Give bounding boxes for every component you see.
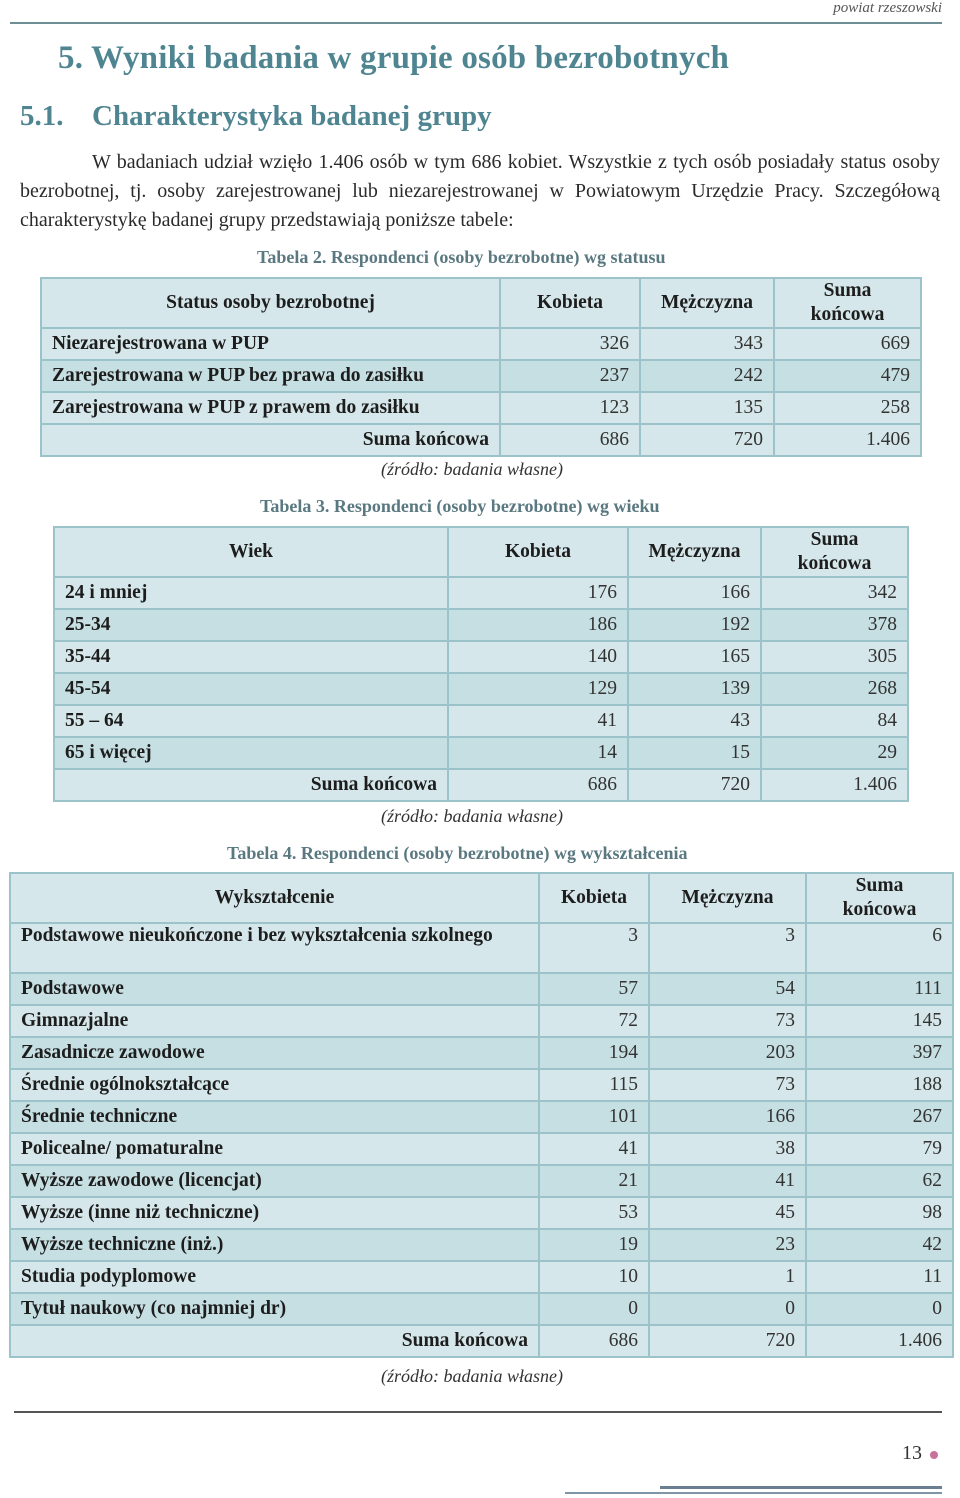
- table3-header: Wiek: [54, 527, 448, 577]
- table4-cell: 72: [539, 1005, 649, 1037]
- table3-row-label: 55 – 64: [54, 705, 448, 737]
- table2-row: [41, 360, 921, 392]
- table4-row: [10, 1101, 953, 1133]
- table4-row: [10, 1133, 953, 1165]
- table4-cell: 111: [806, 973, 953, 1005]
- footer-bar-thin: [565, 1492, 942, 1494]
- table4-cell: 3: [649, 923, 806, 973]
- table3-total-cell: 720: [628, 769, 761, 801]
- table2-caption: Tabela 2. Respondenci (osoby bezrobotne) wg statusu: [257, 247, 666, 267]
- table3-cell: 140: [448, 641, 628, 673]
- table4-row: [10, 1293, 953, 1325]
- table3-row: [54, 705, 908, 737]
- table4-cell: 62: [806, 1165, 953, 1197]
- table4-row-label: Tytuł naukowy (co najmniej dr): [10, 1293, 539, 1325]
- table4-row-label: Gimnazjalne: [10, 1005, 539, 1037]
- table4-cell: 188: [806, 1069, 953, 1101]
- table3-header-row: [54, 527, 908, 577]
- subsection-number: 5.1.: [20, 100, 64, 132]
- table4-cell: 57: [539, 973, 649, 1005]
- table3-cell: 165: [628, 641, 761, 673]
- table4-cell: 54: [649, 973, 806, 1005]
- table2-row-label: Niezarejestrowana w PUP: [41, 328, 500, 360]
- table3-cell: 14: [448, 737, 628, 769]
- table4-row-label: Wyższe (inne niż techniczne): [10, 1197, 539, 1229]
- table4-cell: 19: [539, 1229, 649, 1261]
- table3-cell: 268: [761, 673, 908, 705]
- table3-caption: Tabela 3. Respondenci (osoby bezrobotne) wg wieku: [260, 496, 660, 516]
- table4-cell: 0: [539, 1293, 649, 1325]
- table3-cell: 29: [761, 737, 908, 769]
- table2-header: Suma końcowa: [774, 278, 921, 328]
- table4-cell: 45: [649, 1197, 806, 1229]
- table4-row-label: Wyższe zawodowe (licencjat): [10, 1165, 539, 1197]
- table2-header-row: [41, 278, 921, 328]
- table4-header-row: [10, 873, 953, 923]
- table4-header: Suma końcowa: [806, 873, 953, 923]
- table2-cell: 242: [640, 360, 774, 392]
- table4-cell: 194: [539, 1037, 649, 1069]
- table2-cell: 123: [500, 392, 640, 424]
- table4-row-label: Średnie ogólnokształcące: [10, 1069, 539, 1101]
- table3-cell: 176: [448, 577, 628, 609]
- table4-cell: 115: [539, 1069, 649, 1101]
- table4: [9, 872, 954, 1358]
- table3-header: Mężczyzna: [628, 527, 761, 577]
- table4-row-label: Studia podyplomowe: [10, 1261, 539, 1293]
- table4-cell: 73: [649, 1005, 806, 1037]
- table4-cell: 3: [539, 923, 649, 973]
- table4-cell: 42: [806, 1229, 953, 1261]
- page-dot-icon: [930, 1451, 938, 1459]
- table3-total-cell: 686: [448, 769, 628, 801]
- header-divider: [10, 22, 942, 24]
- table3-cell: 342: [761, 577, 908, 609]
- table3-row-label: 25-34: [54, 609, 448, 641]
- table4-cell: 79: [806, 1133, 953, 1165]
- table4-row: [10, 1197, 953, 1229]
- table4-cell: 10: [539, 1261, 649, 1293]
- table4-row-label: Podstawowe nieukończone i bez wykształcenia szkolnego: [10, 923, 539, 973]
- table4-cell: 98: [806, 1197, 953, 1229]
- table2-cell: 669: [774, 328, 921, 360]
- table2-header: Kobieta: [500, 278, 640, 328]
- table3-cell: 43: [628, 705, 761, 737]
- table3-row: [54, 737, 908, 769]
- table2-source: (źródło: badania własne): [381, 459, 563, 479]
- table4-cell: 0: [806, 1293, 953, 1325]
- table2-cell: 258: [774, 392, 921, 424]
- table2-total-label: Suma końcowa: [41, 424, 500, 456]
- table3-header: Suma końcowa: [761, 527, 908, 577]
- table3-cell: 186: [448, 609, 628, 641]
- table4-cell: 6: [806, 923, 953, 973]
- table4-row: [10, 1229, 953, 1261]
- table4-cell: 101: [539, 1101, 649, 1133]
- table2-header: Status osoby bezrobotnej: [41, 278, 500, 328]
- table4-cell: 21: [539, 1165, 649, 1197]
- section-heading: 5. Wyniki badania w grupie osób bezrobotnych: [58, 40, 730, 76]
- subsection-heading: [20, 100, 492, 133]
- page-number: 13: [902, 1442, 922, 1464]
- header-region: powiat rzeszowski: [833, 0, 942, 16]
- table3-total-cell: 1.406: [761, 769, 908, 801]
- table3-total-row: [54, 769, 908, 801]
- table4-cell: 166: [649, 1101, 806, 1133]
- table4-total-cell: 720: [649, 1325, 806, 1357]
- table3-cell: 15: [628, 737, 761, 769]
- table2-total-cell: 720: [640, 424, 774, 456]
- table4-row: [10, 973, 953, 1005]
- table4-cell: 73: [649, 1069, 806, 1101]
- table4-row: [10, 1069, 953, 1101]
- table4-row: [10, 1005, 953, 1037]
- table3-cell: 192: [628, 609, 761, 641]
- footer-divider: [14, 1411, 942, 1413]
- table3-row: [54, 609, 908, 641]
- table4-cell: 0: [649, 1293, 806, 1325]
- subsection-title: Charakterystyka badanej grupy: [92, 100, 492, 132]
- table3-cell: 41: [448, 705, 628, 737]
- table3-row: [54, 673, 908, 705]
- table4-row-label: Wyższe techniczne (inż.): [10, 1229, 539, 1261]
- table3-header: Kobieta: [448, 527, 628, 577]
- table2-cell: 343: [640, 328, 774, 360]
- table4-header: Mężczyzna: [649, 873, 806, 923]
- table4-cell: 41: [539, 1133, 649, 1165]
- table3-cell: 129: [448, 673, 628, 705]
- table2-row: [41, 392, 921, 424]
- intro-paragraph: [20, 148, 940, 235]
- table4-cell: 41: [649, 1165, 806, 1197]
- table4-row: [10, 1037, 953, 1069]
- table4-total-row: [10, 1325, 953, 1357]
- table2: [40, 277, 922, 457]
- table4-cell: 23: [649, 1229, 806, 1261]
- table4-cell: 38: [649, 1133, 806, 1165]
- table2-total-cell: 686: [500, 424, 640, 456]
- table4-header: Wykształcenie: [10, 873, 539, 923]
- table2-cell: 479: [774, 360, 921, 392]
- table2-total-row: [41, 424, 921, 456]
- table4-row-label: Policealne/ pomaturalne: [10, 1133, 539, 1165]
- table2-total-cell: 1.406: [774, 424, 921, 456]
- table3-source: (źródło: badania własne): [381, 806, 563, 826]
- table2-header: Mężczyzna: [640, 278, 774, 328]
- table4-cell: 1: [649, 1261, 806, 1293]
- table4-row: [10, 1261, 953, 1293]
- table4-row-label: Średnie techniczne: [10, 1101, 539, 1133]
- table4-row: [10, 923, 953, 973]
- table3-cell: 378: [761, 609, 908, 641]
- table3-cell: 166: [628, 577, 761, 609]
- table4-row: [10, 1165, 953, 1197]
- table4-cell: 53: [539, 1197, 649, 1229]
- table4-row-label: Zasadnicze zawodowe: [10, 1037, 539, 1069]
- intro-text: W badaniach udział wzięło 1.406 osób w tym 686 kobiet. Wszystkie z tych osób posiadały status osoby bezrobotnej, tj. osoby zarejestrowanej lub niezarejestrowanej w Powiatowym Urzędzie Pracy. Szczegółową charakterystykę badanej grupy przedstawiają poniższe tabele:: [20, 151, 940, 231]
- table3-row: [54, 641, 908, 673]
- table4-row-label: Podstawowe: [10, 973, 539, 1005]
- table4-cell: 145: [806, 1005, 953, 1037]
- table2-row: [41, 328, 921, 360]
- table3-cell: 305: [761, 641, 908, 673]
- table3: [53, 526, 909, 802]
- table2-row-label: Zarejestrowana w PUP bez prawa do zasiłku: [41, 360, 500, 392]
- table3-cell: 84: [761, 705, 908, 737]
- table4-total-cell: 686: [539, 1325, 649, 1357]
- table4-cell: 397: [806, 1037, 953, 1069]
- table2-cell: 326: [500, 328, 640, 360]
- table2-row-label: Zarejestrowana w PUP z prawem do zasiłku: [41, 392, 500, 424]
- table2-cell: 135: [640, 392, 774, 424]
- table4-cell: 11: [806, 1261, 953, 1293]
- table2-cell: 237: [500, 360, 640, 392]
- table3-row-label: 35-44: [54, 641, 448, 673]
- table4-total-cell: 1.406: [806, 1325, 953, 1357]
- table4-header: Kobieta: [539, 873, 649, 923]
- table3-row: [54, 577, 908, 609]
- table3-cell: 139: [628, 673, 761, 705]
- table4-total-label: Suma końcowa: [10, 1325, 539, 1357]
- table4-cell: 267: [806, 1101, 953, 1133]
- table4-cell: 203: [649, 1037, 806, 1069]
- footer-bar: [660, 1486, 942, 1489]
- table3-row-label: 24 i mniej: [54, 577, 448, 609]
- table4-source: (źródło: badania własne): [381, 1366, 563, 1386]
- table4-caption: Tabela 4. Respondenci (osoby bezrobotne) wg wykształcenia: [227, 843, 688, 863]
- table3-total-label: Suma końcowa: [54, 769, 448, 801]
- table3-row-label: 45-54: [54, 673, 448, 705]
- table3-row-label: 65 i więcej: [54, 737, 448, 769]
